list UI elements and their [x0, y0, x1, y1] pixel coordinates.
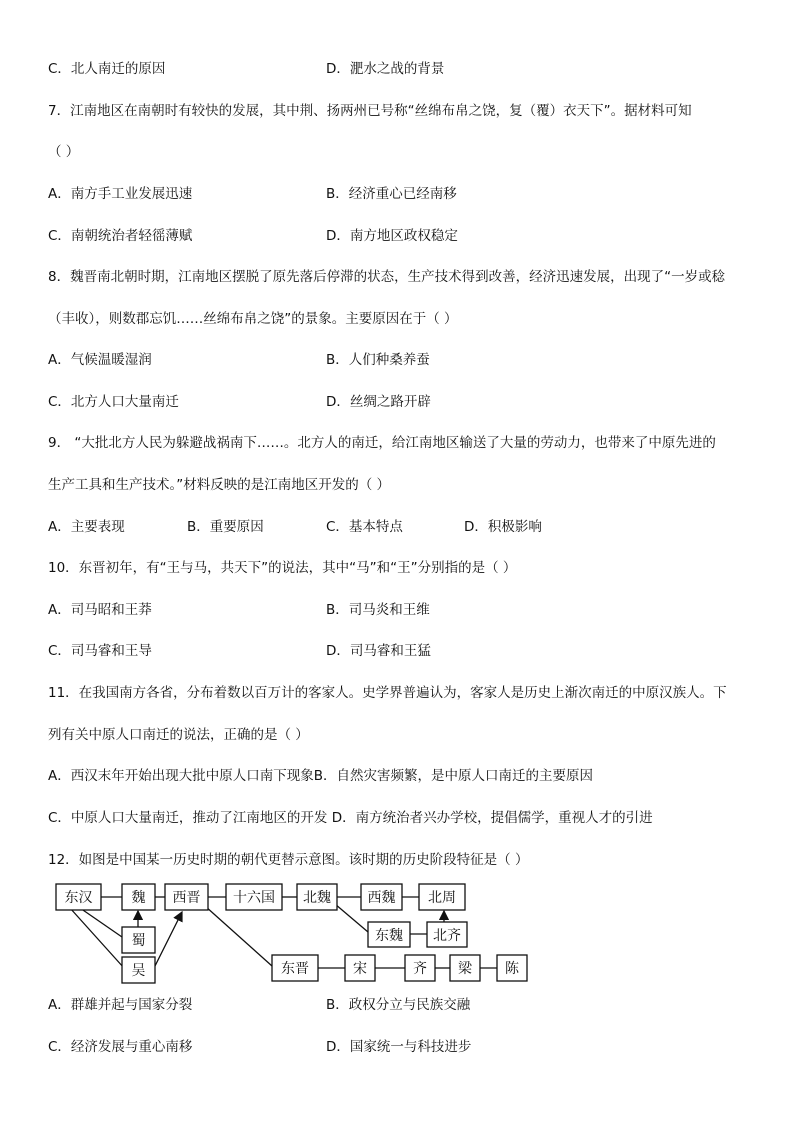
label-dongjin: 东晋 — [281, 961, 309, 977]
q9-stem-line1: 9． “大批北方人民为躲避战祸南下……。北方人的南迁，给江南地区输送了大量的劳动力，也带来了中原先进的 — [48, 435, 716, 451]
q8-stem-line1: 8．魏晋南北朝时期，江南地区摆脱了原先落后停滞的状态，生产技术得到改善，经济迅速发展，出现了“一岁或稔 — [48, 269, 726, 285]
q8-stem-line2: （丰收），则数郡忘饥……丝绵布帛之饶”的景象。主要原因在于（ ） — [48, 311, 458, 327]
label-beiwei: 北魏 — [303, 890, 331, 906]
q10-option-a[interactable]: A．司马昭和王莽 — [48, 602, 152, 618]
q10-option-d[interactable]: D．司马睿和王猛 — [326, 643, 431, 659]
label-beiqi: 北齐 — [433, 928, 461, 944]
q12-stem-line1: 12．如图是中国某一历史时期的朝代更替示意图。该时期的历史阶段特征是（ ） — [48, 852, 529, 868]
q7-option-c[interactable]: C．南朝统治者轻徭薄赋 — [48, 228, 193, 244]
label-beizhou: 北周 — [428, 890, 456, 906]
q7-stem-line1: 7．江南地区在南朝时有较快的发展，其中荆、扬两州已号称“丝绵布帛之饶，复（覆）衣天下”。据材料可知 — [48, 103, 692, 119]
connector-line — [205, 906, 272, 966]
q12-option-c[interactable]: C．经济发展与重心南移 — [48, 1039, 193, 1055]
q11-options-ab[interactable]: A．西汉末年开始出现大批中原人口南下现象B．自然灾害频繁，是中原人口南迁的主要原因 — [48, 768, 593, 784]
q11-stem-line2: 列有关中原人口南迁的说法，正确的是（ ） — [48, 727, 309, 743]
q7-option-d[interactable]: D．南方地区政权稳定 — [326, 228, 458, 244]
q7-stem-line2: （ ） — [48, 144, 80, 160]
label-chen: 陈 — [505, 961, 519, 977]
q8-option-c[interactable]: C．北方人口大量南迁 — [48, 394, 179, 410]
q10-stem-line1: 10．东晋初年，有“王与马，共天下”的说法，其中“马”和“王”分别指的是（ ） — [48, 560, 517, 576]
label-shu: 蜀 — [131, 933, 146, 949]
q7-option-b[interactable]: B．经济重心已经南移 — [326, 186, 457, 202]
q10-option-c[interactable]: C．司马睿和王导 — [48, 643, 152, 659]
q8-option-b[interactable]: B．人们种桑养蚕 — [326, 352, 430, 368]
q7-option-a[interactable]: A．南方手工业发展迅速 — [48, 186, 193, 202]
label-xiwei: 西魏 — [367, 890, 396, 906]
q6-option-d[interactable]: D．淝水之战的背景 — [326, 61, 445, 77]
q9-option-a[interactable]: A．主要表现 — [48, 519, 125, 535]
q8-option-d[interactable]: D．丝绸之路开辟 — [326, 394, 431, 410]
label-shiliuguo: 十六国 — [233, 890, 275, 906]
label-donghan: 东汉 — [64, 890, 93, 906]
q9-option-d[interactable]: D．积极影响 — [464, 519, 542, 535]
label-wei: 魏 — [131, 890, 146, 906]
q6-option-c[interactable]: C．北人南迁的原因 — [48, 61, 166, 77]
connector-line — [70, 908, 124, 968]
q10-option-b[interactable]: B．司马炎和王维 — [326, 602, 430, 618]
label-qi: 齐 — [413, 961, 427, 977]
label-liang: 梁 — [458, 961, 472, 977]
q11-stem-line1: 11．在我国南方各省，分布着数以百万计的客家人。史学界普遍认为，客家人是历史上渐次南迁的中原汉族人。下 — [48, 685, 727, 701]
q12-option-a[interactable]: A．群雄并起与国家分裂 — [48, 997, 193, 1013]
q8-option-a[interactable]: A．气候温暖湿润 — [48, 352, 152, 368]
label-song: 宋 — [353, 961, 367, 977]
q9-stem-line2: 生产工具和生产技术。”材料反映的是江南地区开发的（ ） — [48, 477, 391, 493]
connector-line — [80, 908, 122, 937]
q11-options-cd[interactable]: C．中原人口大量南迁，推动了江南地区的开发 D．南方统治者兴办学校，提倡儒学，重视人才的引进 — [48, 810, 653, 826]
label-wu: 吴 — [131, 963, 146, 979]
q12-option-b[interactable]: B．政权分立与民族交融 — [326, 997, 471, 1013]
q9-option-c[interactable]: C．基本特点 — [326, 519, 403, 535]
label-dongwei: 东魏 — [375, 928, 403, 944]
label-xijin: 西晋 — [172, 890, 201, 906]
q9-option-b[interactable]: B．重要原因 — [187, 519, 264, 535]
q12-option-d[interactable]: D．国家统一与科技进步 — [326, 1039, 472, 1055]
arrow-line — [154, 912, 182, 968]
